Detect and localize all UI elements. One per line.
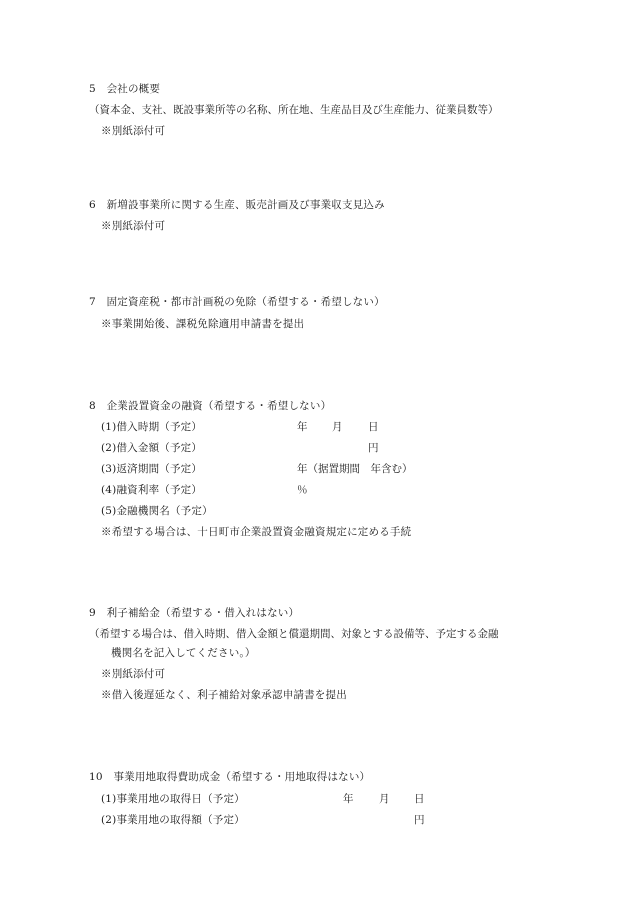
section-7-title: 7 固定資産税・都市計画税の免除（希望する・希望しない） xyxy=(89,296,385,308)
section-5-note: ※別紙添付可 xyxy=(101,125,166,137)
loan-amount-label: (2)借入金額（予定） xyxy=(101,442,203,454)
repayment-period-value: 年（据置期間 年含む） xyxy=(297,463,413,475)
section-6-title: 6 新増設事業所に関する生産、販売計画及び事業収支見込み xyxy=(89,199,385,211)
loan-timing-month: 月 xyxy=(332,421,343,433)
loan-timing-label: (1)借入時期（予定） xyxy=(101,421,203,433)
bank-name-label: (5)金融機関名（予定） xyxy=(101,505,213,517)
section-8-title: 8 企業設置資金の融資（希望する・希望しない） xyxy=(89,400,332,412)
interest-rate-value: ％ xyxy=(297,484,308,496)
section-9-detail-line-2: 機関名を記入してください。） xyxy=(111,647,256,659)
land-acquisition-amount-label: (2)事業用地の取得額（予定） xyxy=(101,814,245,826)
section-9-title: 9 利子補給金（希望する・借入れはない） xyxy=(89,607,300,619)
section-5-detail: （資本金、支社、既設事業所等の名称、所在地、生産品目及び生産能力、従業員数等） xyxy=(89,104,499,116)
section-9-note-2: ※借入後遅延なく、利子補給対象承認申請書を提出 xyxy=(101,689,347,701)
loan-timing-year: 年 xyxy=(297,421,308,433)
section-9-note-1: ※別紙添付可 xyxy=(101,668,166,680)
section-5-title: 5 会社の概要 xyxy=(89,83,161,95)
section-6-note: ※別紙添付可 xyxy=(101,220,166,232)
section-10-title: 10 事業用地取得費助成金（希望する・用地取得はない） xyxy=(89,771,371,783)
land-acquisition-day: 日 xyxy=(414,793,425,805)
section-8-note: ※希望する場合は、十日町市企業設置資金融資規定に定める手続 xyxy=(101,526,412,538)
land-acquisition-date-label: (1)事業用地の取得日（予定） xyxy=(101,793,245,805)
loan-amount-yen: 円 xyxy=(368,442,379,454)
land-acquisition-amount-yen: 円 xyxy=(414,814,425,826)
section-9-detail-line-1: （希望する場合は、借入時期、借入金額と償還期間、対象とする設備等、予定する金融 xyxy=(89,628,499,640)
land-acquisition-year: 年 xyxy=(343,793,354,805)
land-acquisition-month: 月 xyxy=(379,793,390,805)
repayment-period-label: (3)返済期間（予定） xyxy=(101,463,203,475)
interest-rate-label: (4)融資利率（予定） xyxy=(101,484,203,496)
section-7-note: ※事業開始後、課税免除適用申請書を提出 xyxy=(101,318,305,330)
loan-timing-day: 日 xyxy=(368,421,379,433)
